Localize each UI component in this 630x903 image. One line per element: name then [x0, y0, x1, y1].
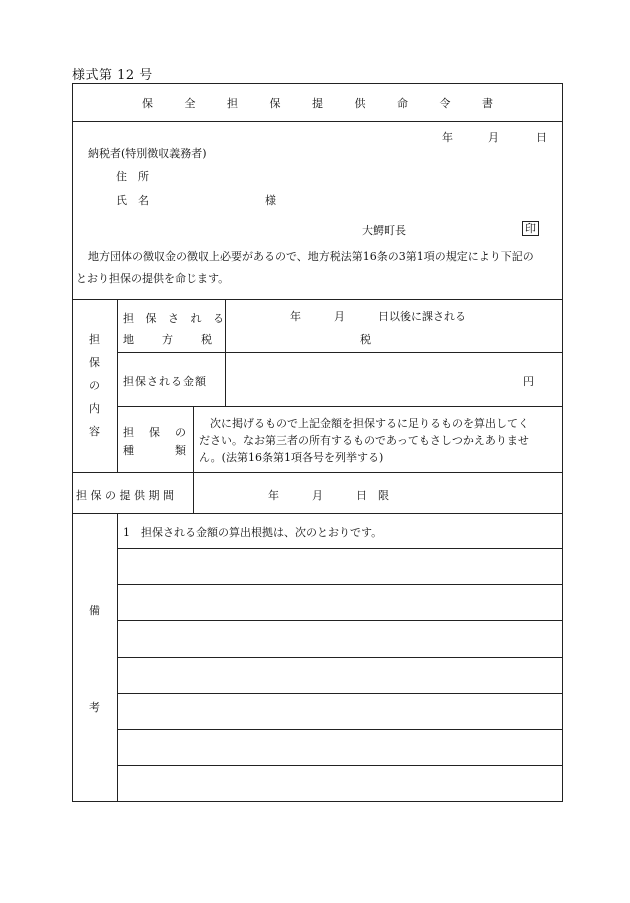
collateral-section-label: 担 保 の 内 容 [89, 333, 100, 438]
remarks-line [117, 729, 563, 730]
tax-label-line1: 担 保 さ れ る [123, 312, 228, 325]
divider [117, 352, 563, 353]
divider [72, 121, 563, 122]
date-day: 日 [536, 131, 547, 144]
remarks-line [117, 765, 563, 766]
amount-label: 担保される金額 [123, 375, 207, 388]
taxpayer-label: 納税者(特別徴収義務者) [88, 147, 207, 160]
kind-text-line1: 次に掲げるもので上記金額を担保するに足りるものを算出してく [210, 417, 529, 430]
document-title: 保 全 担 保 提 供 命 令 書 [142, 97, 507, 110]
kind-text-line3: ん。(法第16条第1項各号を列挙する) [199, 451, 384, 464]
date-year: 年 [442, 131, 453, 144]
remarks-line [117, 620, 563, 621]
divider [193, 472, 194, 513]
tax-value-line1: 年 月 日以後に課される [290, 310, 466, 323]
divider [117, 299, 118, 472]
tax-label-line2: 地 方 税 [123, 333, 214, 346]
date-month: 月 [488, 131, 499, 144]
tax-value-line2: 税 [360, 333, 371, 346]
period-label: 担 保 の 提 供 期 間 [76, 489, 174, 502]
divider [72, 513, 563, 514]
divider [117, 406, 563, 407]
issuer-name: 大鰐町長 [362, 224, 406, 237]
honorific: 様 [265, 194, 276, 207]
divider [72, 299, 563, 300]
kind-text-line2: ださい。なお第三者の所有するものであってもさしつかえありませ [199, 434, 529, 447]
form-number: 様式第 12 号 [72, 68, 153, 83]
seal-mark: 印 [522, 221, 539, 236]
amount-unit: 円 [523, 375, 534, 388]
divider [72, 472, 563, 473]
divider [193, 406, 194, 472]
kind-label-line2: 種 類 [123, 444, 188, 457]
remarks-line [117, 548, 563, 549]
remarks-label-bottom: 考 [89, 701, 100, 714]
remarks-line [117, 657, 563, 658]
remarks-line [117, 693, 563, 694]
name-label: 氏 名 [116, 194, 149, 207]
order-text-line1: 地方団体の徴収金の徴収上必要があるので、地方税法第16条の3第1項の規定により下記の [88, 250, 534, 263]
address-label: 住 所 [116, 170, 149, 183]
remarks-label-top: 備 [89, 604, 100, 617]
order-text-line2: とおり担保の提供を命じます。 [76, 272, 230, 285]
period-value: 年 月 日 限 [268, 489, 389, 502]
remarks-first-line: 1 担保される金額の算出根拠は、次のとおりです。 [123, 526, 383, 539]
kind-label-line1: 担 保 の [123, 426, 188, 439]
remarks-line [117, 584, 563, 585]
